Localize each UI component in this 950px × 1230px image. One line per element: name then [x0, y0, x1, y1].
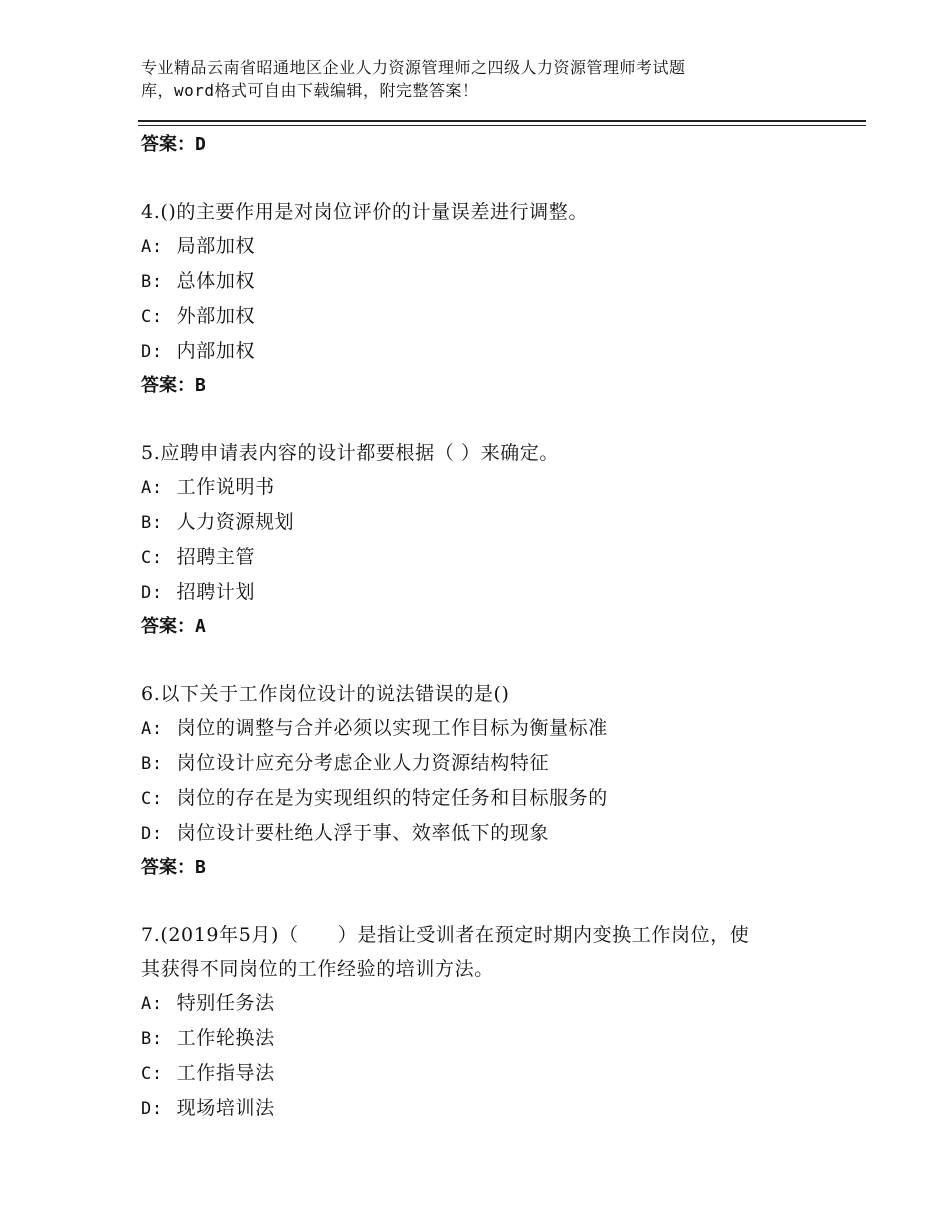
option-a: A: 岗位的调整与合并必须以实现工作目标为衡量标准: [141, 717, 608, 739]
option-c: C: 招聘主管: [141, 546, 256, 568]
answer-line: [141, 128, 861, 162]
question-5: [141, 436, 861, 644]
question-list: [141, 128, 861, 1126]
answer-line: 答案：B: [141, 857, 206, 878]
option-c: C: 岗位的存在是为实现组织的特定任务和目标服务的: [141, 787, 608, 809]
answer-value: D: [195, 134, 206, 155]
answer-prefix: 答案：: [141, 134, 195, 155]
option-b: B: 人力资源规划: [141, 511, 295, 533]
option-b: B: 总体加权: [141, 270, 256, 292]
header-rule-thick: [138, 120, 866, 122]
answer-line: 答案：B: [141, 375, 206, 396]
header-rule-thin: [138, 125, 866, 126]
option-b: B: 工作轮换法: [141, 1027, 275, 1049]
option-c: C: 工作指导法: [141, 1062, 275, 1084]
option-a: A: 特别任务法: [141, 992, 275, 1014]
question-6: [141, 677, 861, 885]
header-line-1: 专业精品云南省昭通地区企业人力资源管理师之四级人力资源管理师考试题: [141, 58, 686, 77]
option-d: D: 现场培训法: [141, 1097, 275, 1119]
question-4: [141, 195, 861, 403]
option-d: D: 内部加权: [141, 340, 256, 362]
option-a: A: 局部加权: [141, 235, 256, 257]
option-d: D: 招聘计划: [141, 581, 256, 603]
question-7: [141, 918, 861, 1126]
question-title: 7.(2019年5月)（ ）是指让受训者在预定时期内变换工作岗位，使: [141, 924, 750, 946]
header-line-2: 库，word格式可自由下载编辑，附完整答案！: [141, 81, 479, 100]
document-header: [141, 56, 841, 102]
answer-line: 答案：A: [141, 616, 206, 637]
question-title-continued: 其获得不同岗位的工作经验的培训方法。: [141, 958, 494, 980]
option-b: B: 岗位设计应充分考虑企业人力资源结构特征: [141, 752, 550, 774]
question-title: 5.应聘申请表内容的设计都要根据（ ）来确定。: [141, 442, 559, 464]
question-title: 4.()的主要作用是对岗位评价的计量误差进行调整。: [141, 201, 588, 223]
option-c: C: 外部加权: [141, 305, 256, 327]
question-title: 6.以下关于工作岗位设计的说法错误的是(): [141, 683, 510, 705]
option-d: D: 岗位设计要杜绝人浮于事、效率低下的现象: [141, 822, 550, 844]
option-a: A: 工作说明书: [141, 476, 275, 498]
